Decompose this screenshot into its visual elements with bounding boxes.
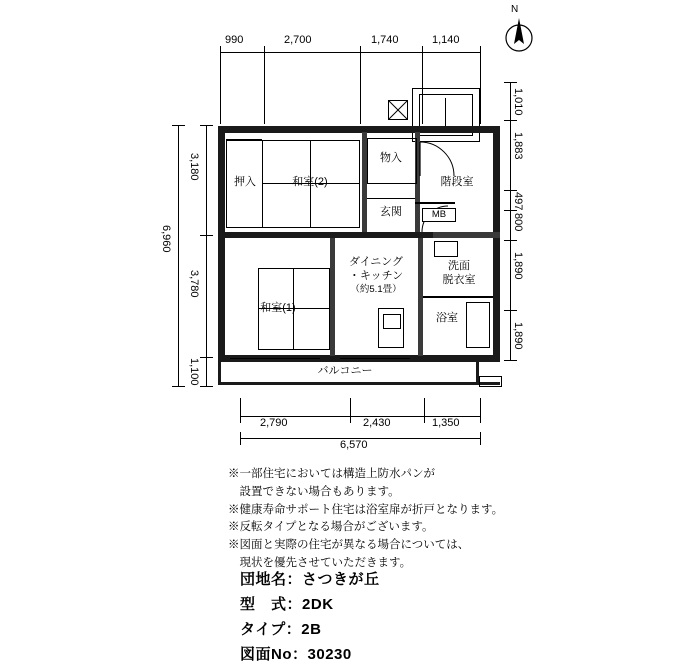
wall-right (493, 126, 500, 362)
duct-x-box (388, 100, 408, 120)
wall-top-right (394, 126, 500, 133)
info-sep-zumen: ： (292, 646, 308, 663)
dim-top-3: 1,740 (371, 34, 399, 46)
dim-right-2: 1,883 (512, 132, 524, 160)
entrance-door-swing (420, 142, 454, 176)
dim-right-5: 1,890 (512, 252, 524, 280)
dim-bottom-2: 2,430 (363, 417, 391, 429)
info-value-zumen: 30230 (307, 646, 352, 663)
info-value-taipu: 2B (301, 621, 322, 638)
dim-top-4: 1,140 (432, 34, 460, 46)
wall-top (218, 126, 394, 133)
dim-right-6: 1,890 (512, 322, 524, 350)
wall-mid-horizontal (218, 232, 433, 238)
note-line-5: ※図面と実際の住宅が異なる場合については、 (228, 539, 470, 552)
north-arrow (495, 4, 543, 56)
room-label-balcony: バルコニー (317, 365, 373, 377)
room-label-monoire: 物入 (380, 152, 402, 164)
wall-mb-top (415, 202, 455, 204)
dim-bottom-1: 2,790 (260, 417, 288, 429)
dim-right-3: 497 (512, 192, 524, 211)
note-line-1: ※一部住宅においては構造上防水パンが (228, 468, 435, 480)
left-dimension-total (160, 125, 184, 393)
info-row-zumen (240, 643, 380, 664)
room-label-kaidanshitsu: 階段室 (440, 176, 474, 188)
dim-top-2: 2,700 (284, 34, 312, 46)
room-label-yokushitsu: 浴室 (436, 312, 458, 324)
info-value-danchi: さつきが丘 (302, 571, 380, 588)
info-key-type: 型 式 (240, 596, 287, 613)
room-label-mb: MB (422, 208, 456, 222)
info-row-danchi (240, 568, 380, 589)
dim-bottom-3: 1,350 (432, 417, 460, 429)
senmen-line-1: 洗面 (448, 260, 470, 272)
room-label-washitsu-2: 和室(2) (292, 176, 328, 188)
dim-bottom-total: 6,570 (340, 439, 368, 451)
notes-block (228, 466, 503, 573)
info-sep-taipu: ： (285, 621, 302, 638)
note-line-2: 設置できない場合もあります。 (228, 485, 400, 498)
info-row-type (240, 593, 380, 614)
info-value-type: 2DK (302, 596, 334, 613)
room-label-washitsu-1: 和室(1) (260, 302, 296, 314)
dk-line-3: （約5.1畳） (350, 283, 402, 295)
dim-top-1: 990 (225, 34, 244, 46)
dim-right-4: 800 (512, 213, 524, 232)
room-label-dining-kitchen (338, 256, 414, 295)
bathtub (466, 302, 490, 348)
top-dimension-chain (200, 34, 500, 60)
dk-line-1: ダイニング (348, 256, 404, 268)
dim-left-1: 3,180 (188, 153, 200, 181)
info-sep-type: ： (286, 596, 303, 613)
washbasin (434, 241, 458, 257)
info-row-taipu (240, 618, 380, 639)
info-key-zumen: 図面No (240, 646, 292, 663)
north-label: N (511, 4, 519, 15)
wall-left (218, 126, 225, 362)
dim-left-2: 3,780 (188, 270, 200, 298)
wall-vertical-dk (330, 238, 335, 356)
wall-mid-horizontal-right (433, 232, 500, 238)
info-block (240, 568, 380, 664)
room-label-genkan: 玄関 (380, 206, 402, 218)
note-line-4: ※反転タイプとなる場合がございます。 (228, 521, 434, 534)
room-label-senmen (426, 260, 492, 288)
info-sep-danchi: ： (286, 571, 303, 588)
kitchen-counter (378, 308, 404, 348)
note-line-3: ※健康寿命サポート住宅は浴室扉が折戸となります。 (228, 503, 504, 516)
wall-washroom-bath (423, 296, 493, 298)
dim-left-total: 6,960 (160, 225, 172, 253)
senmen-line-2: 脱衣室 (442, 273, 476, 286)
info-key-danchi: 団地名 (240, 571, 287, 588)
dim-left-3: 1,100 (188, 358, 200, 386)
note-line-6: 現状を優先させていただきます。 (228, 557, 412, 570)
dim-right-1: 1,010 (512, 88, 524, 116)
room-label-oshiire: 押入 (234, 176, 256, 188)
info-key-taipu: タイプ (240, 621, 286, 638)
dk-line-2: ・キッチン (348, 269, 404, 282)
floorplan-drawing (200, 80, 510, 400)
